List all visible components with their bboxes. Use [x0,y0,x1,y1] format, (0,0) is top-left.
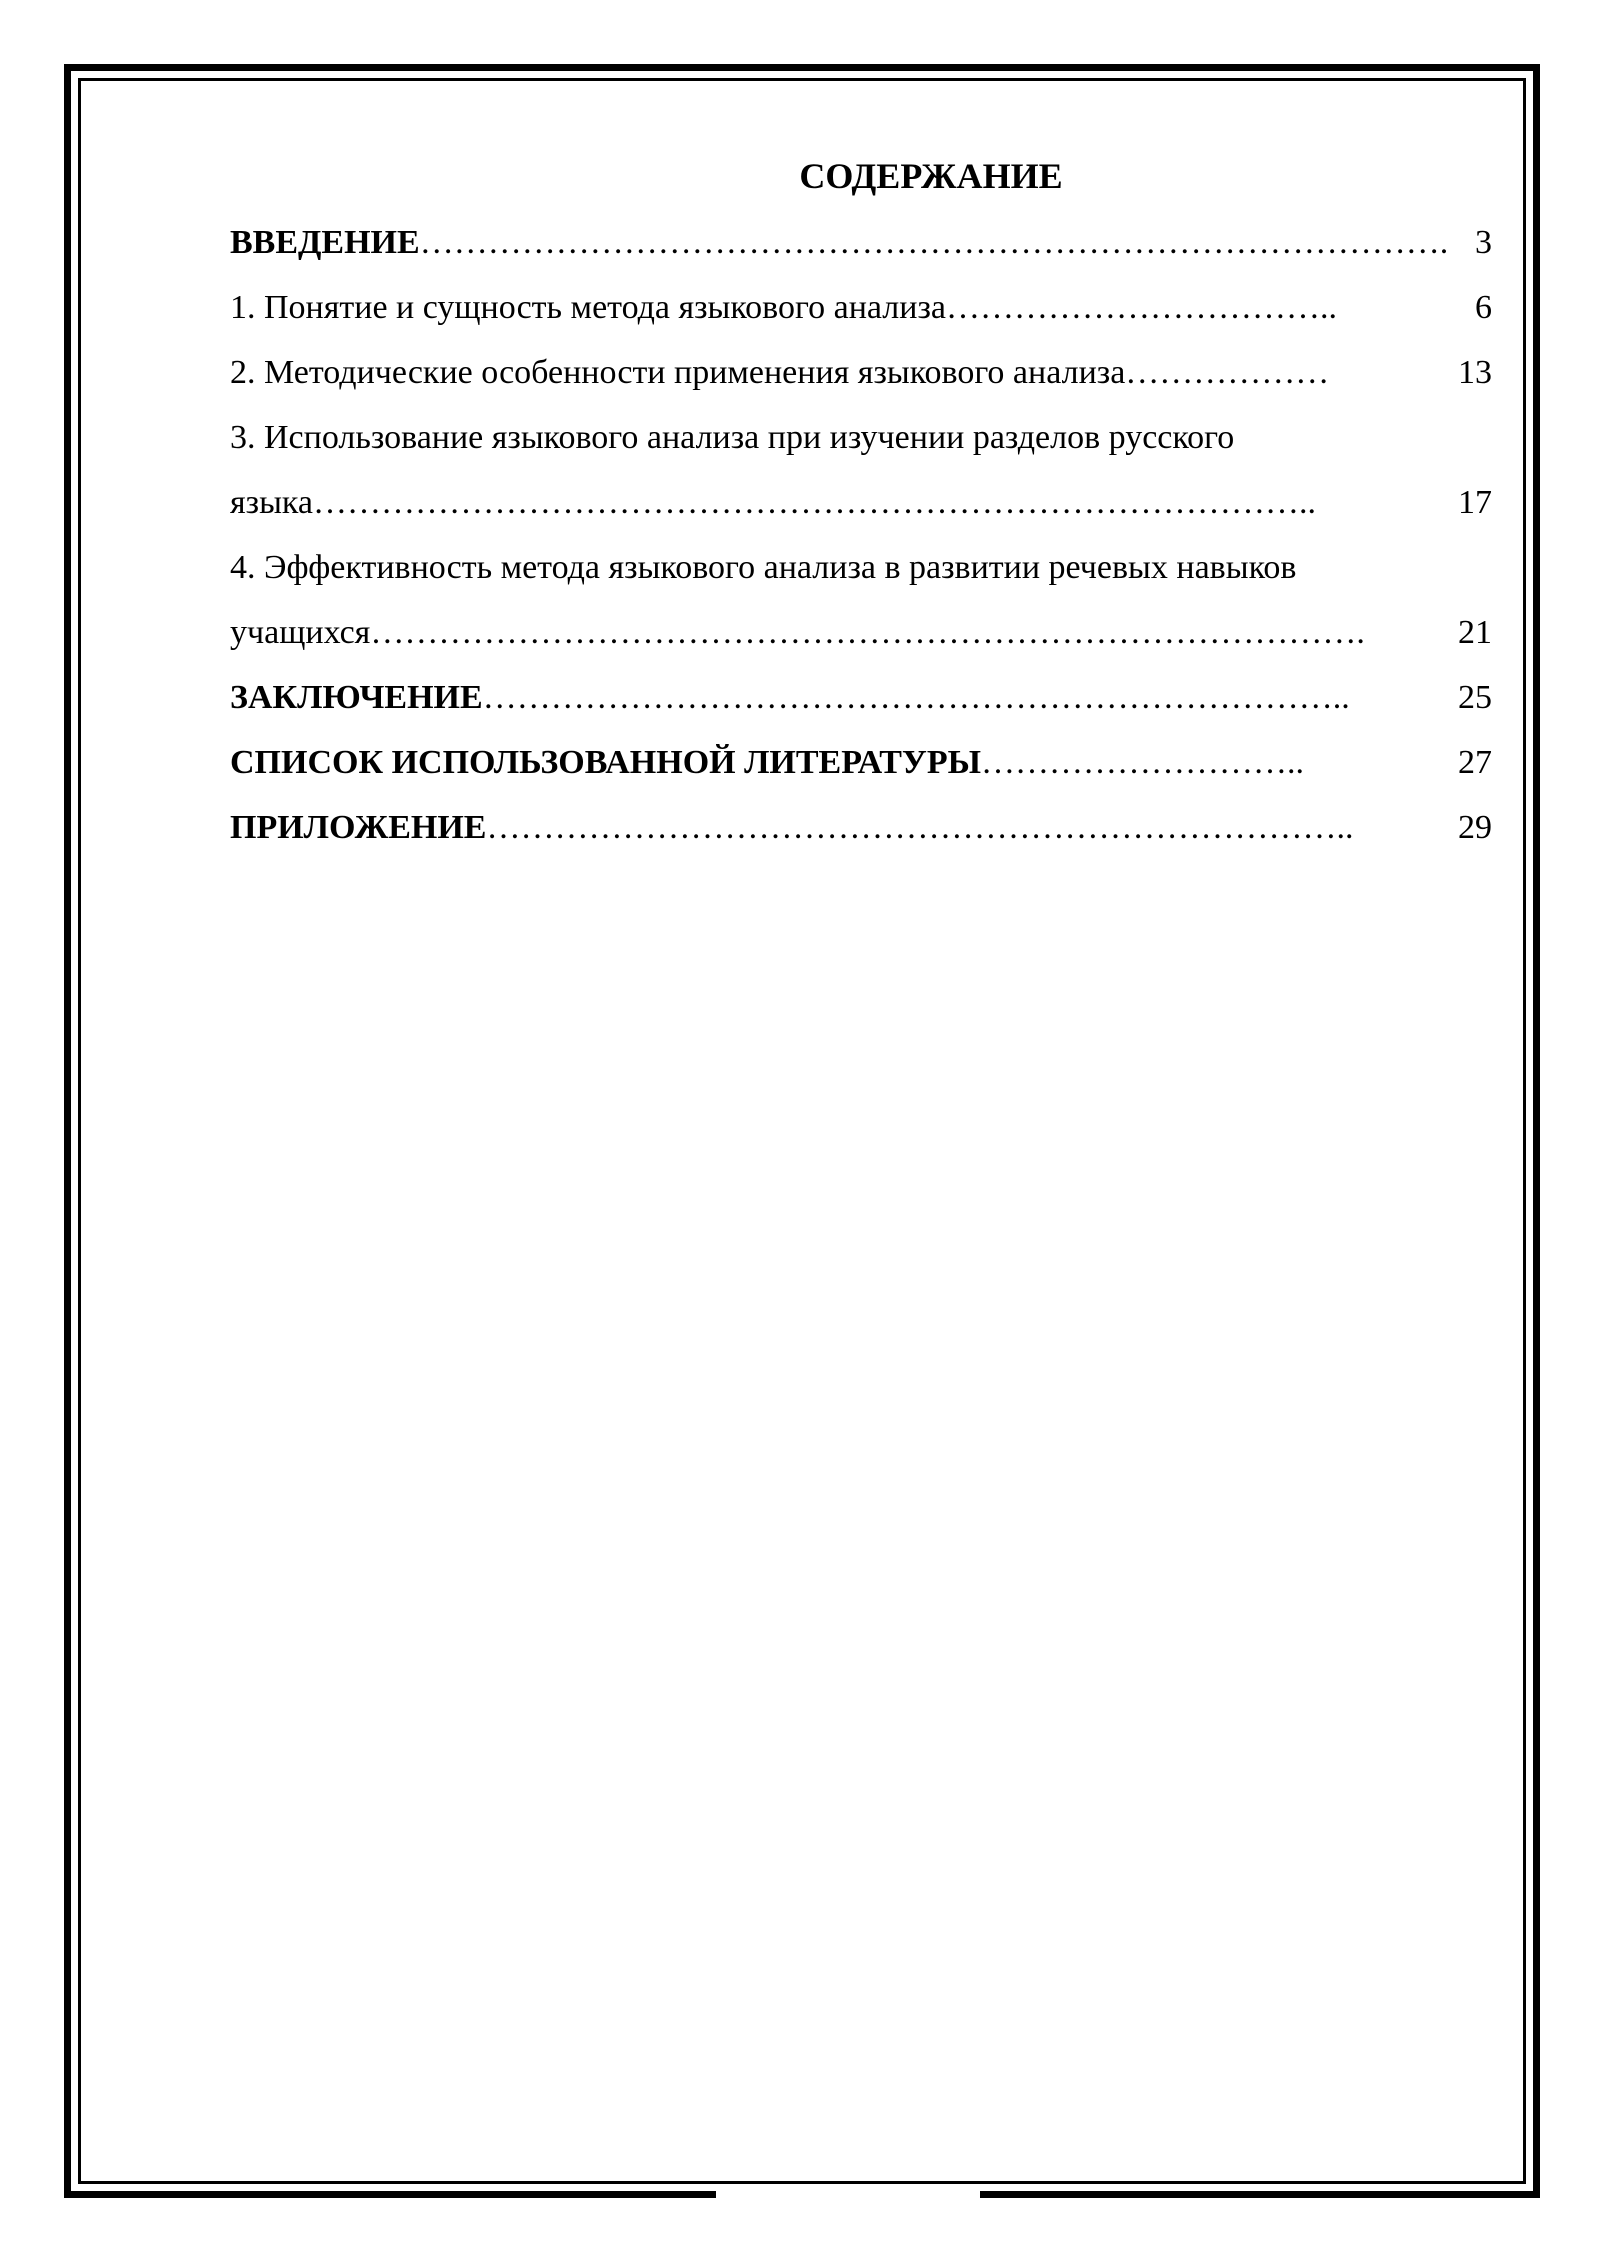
toc-entry-leader: ………………………………………………………………….. [482,679,1350,716]
toc-entry [230,730,1492,795]
toc-entry-page: 6 [1475,289,1492,326]
page-border-gap [716,2185,980,2201]
toc-entry-page: 25 [1458,679,1492,716]
toc-list [230,210,1492,860]
toc-entry-text: ПРИЛОЖЕНИЕ [230,809,487,846]
toc-entry-text: СПИСОК ИСПОЛЬЗОВАННОЙ ЛИТЕРАТУРЫ [230,744,981,781]
toc-entry [230,275,1492,340]
toc-entry [230,210,1492,275]
toc-entry-leader: …………………………….. [945,289,1337,326]
toc-entry-text: 3. Использование языкового анализа при изучении разделов русского [230,419,1235,456]
toc-entry-text: языка [230,484,314,521]
toc-entry-page: 17 [1458,484,1492,521]
toc-entry-text: ВВЕДЕНИЕ [230,224,420,261]
toc-entry-page: 29 [1458,809,1492,846]
toc-entry-leader: ……………………………………………………………………………. [370,614,1365,651]
toc-entry-leader: ………………………………………………………………….. [486,809,1354,846]
toc-entry-leader: ……………………….. [981,744,1304,781]
toc-title: СОДЕРЖАНИЕ [799,156,1063,196]
toc-entry-leader: …………………………………………………………………………….. [313,484,1317,521]
toc-entry-page: 13 [1458,354,1492,391]
toc-entry-continuation [230,470,1492,535]
toc-entry-leader: ………………………………………………………………………………. [419,224,1449,261]
toc-entry-text: 4. Эффективность метода языкового анализа в развитии речевых навыков [230,549,1297,586]
toc-entry-page: 3 [1475,224,1492,261]
table-of-contents [230,148,1492,860]
toc-entry-leader: ……………… [1125,354,1330,391]
toc-entry [230,535,1492,600]
toc-entry-text: 1. Понятие и сущность метода языкового анализа [230,289,946,326]
toc-entry-page: 21 [1458,614,1492,651]
toc-entry [230,795,1492,860]
toc-entry [230,405,1492,470]
toc-entry-continuation [230,600,1492,665]
toc-entry [230,665,1492,730]
toc-entry-text: 2. Методические особенности применения языкового анализа [230,354,1126,391]
toc-entry-text: учащихся [230,614,371,651]
toc-entry-page: 27 [1458,744,1492,781]
toc-entry-text: ЗАКЛЮЧЕНИЕ [230,679,483,716]
toc-entry [230,340,1492,405]
